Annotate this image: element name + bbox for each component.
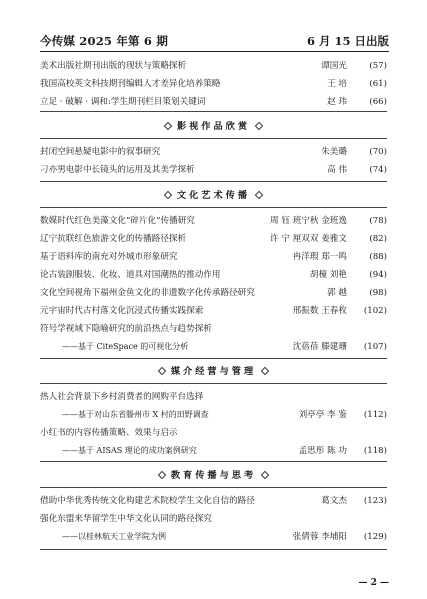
entry-page: (82) <box>369 234 387 244</box>
publication-date: 6 月 15 日出版 <box>306 34 389 48</box>
entry-page: (66) <box>369 97 387 107</box>
toc-entry[interactable] <box>40 302 387 320</box>
section-divider <box>40 358 387 359</box>
entry-author: 邢振数 王春枚 <box>292 306 347 316</box>
entry-subtitle: ——基于对山东省滕州市 X 村的田野调查 <box>62 410 209 419</box>
page-number: — 2 — <box>358 578 389 588</box>
section-heading-education: 教育传播与思考 <box>0 467 427 485</box>
toc-entry[interactable] <box>40 424 387 442</box>
toc-entry[interactable] <box>40 230 387 248</box>
toc-entry[interactable] <box>40 143 387 161</box>
toc-entry-subtitle[interactable] <box>40 528 387 546</box>
entry-title: 热人社会背景下乡村消费者的网购平台选择 <box>40 392 204 402</box>
entry-title: 立足 · 破解 · 调和:学生期刊栏目策划关键词 <box>40 97 206 107</box>
toc-entry[interactable] <box>40 266 387 284</box>
entry-author: 胡橦 刘艳 <box>309 270 347 280</box>
entry-title: 符号学视域下隐喻研究的前沿热点与趋势探析 <box>40 324 212 334</box>
entry-author: 孟思彤 陈 功 <box>298 446 347 456</box>
entry-author: 张倩蓉 李埔阳 <box>292 532 347 542</box>
section-divider <box>40 461 387 462</box>
entry-page: (61) <box>369 79 387 89</box>
entry-page: (118) <box>363 446 387 456</box>
section-divider <box>40 181 387 182</box>
entry-page: (57) <box>369 61 387 71</box>
entry-subtitle: ——基于 AISAS 理论的成功案例研究 <box>62 446 197 455</box>
toc-entry[interactable] <box>40 320 387 338</box>
toc-entry[interactable] <box>40 57 387 75</box>
toc-entry[interactable] <box>40 161 387 179</box>
toc-entry[interactable] <box>40 284 387 302</box>
entry-title: 小红书的内容传播策略、效果与启示 <box>40 428 178 438</box>
entry-author: 赵 玮 <box>327 97 347 107</box>
header-rule <box>40 51 389 52</box>
entry-page: (74) <box>369 165 387 175</box>
entry-title: 基于语料库的南充对外城市形象研究 <box>40 252 178 262</box>
entry-page: (70) <box>369 147 387 157</box>
section-divider <box>40 549 387 550</box>
entry-title: 数媒时代红色美藻文化“碎片化”传播研究 <box>40 216 195 226</box>
entry-page: (102) <box>363 306 387 316</box>
toc-entry[interactable] <box>40 75 387 93</box>
section-divider <box>40 207 387 208</box>
entry-title: 辽宁抗联红色旅游文化的传播路径探析 <box>40 234 187 244</box>
entry-title: 论古装剧服装、化妆、道具对国潮热的推动作用 <box>40 270 221 280</box>
entry-author: 谭国光 <box>321 61 347 71</box>
entry-author: 冉洋瑕 郑一鸣 <box>292 252 347 262</box>
toc-entry[interactable] <box>40 93 387 111</box>
entry-title: 我国高校英文科技期刊编辑人才差异化培养策略 <box>40 79 221 89</box>
toc-entry[interactable] <box>40 212 387 230</box>
toc-entry[interactable] <box>40 248 387 266</box>
section-heading-culture: 文化艺术传播 <box>0 187 427 205</box>
entry-author: 郭 越 <box>327 288 347 298</box>
page-header <box>40 27 389 53</box>
entry-author: 王 培 <box>327 79 347 89</box>
entry-author: 沈蓓蓓 滕建珊 <box>292 342 347 352</box>
section-divider <box>40 383 387 384</box>
toc-entry-subtitle[interactable] <box>40 338 387 356</box>
section-divider <box>40 138 387 139</box>
entry-title: 刁亦男电影中长镜头的运用及其美学探析 <box>40 165 195 175</box>
section-heading-film: 影视作品欣赏 <box>0 118 427 136</box>
entry-title: 文化空间视角下福州金鱼文化的非遗数字化传承路径研究 <box>40 288 255 298</box>
entry-page: (123) <box>363 496 387 506</box>
entry-page: (129) <box>363 532 387 542</box>
entry-subtitle: ——以桂林航天工业学院为例 <box>62 532 166 541</box>
section-divider <box>40 487 387 488</box>
entry-page: (94) <box>369 270 387 280</box>
entry-author: 葛文杰 <box>321 496 347 506</box>
toc-entry[interactable] <box>40 510 387 528</box>
entry-author: 许 宁 厘双双 姜雅文 <box>270 234 347 244</box>
toc-entry[interactable] <box>40 492 387 510</box>
entry-title: 借助中华优秀传统文化构建艺术院校学生文化自信的路径 <box>40 496 255 506</box>
entry-author: 高 伟 <box>327 165 347 175</box>
journal-issue: 今传媒 2025 年第 6 期 <box>40 34 169 48</box>
entry-page: (107) <box>363 342 387 352</box>
entry-page: (88) <box>369 252 387 262</box>
entry-page: (98) <box>369 288 387 298</box>
entry-subtitle: ——基于 CiteSpace 的可视化分析 <box>62 342 189 351</box>
section-divider <box>40 111 387 112</box>
entry-author: 刘亭亭 李 鉴 <box>298 410 347 420</box>
toc-entry-subtitle[interactable] <box>40 442 387 460</box>
section-heading-media: 媒介经营与管理 <box>0 363 427 381</box>
toc-entry-subtitle[interactable] <box>40 406 387 424</box>
entry-title: 强化东盟来华留学生中华文化认同的路径探究 <box>40 514 212 524</box>
entry-title: 美术出版社期刊出版的现状与策略探析 <box>40 61 187 71</box>
entry-page: (78) <box>369 216 387 226</box>
entry-page: (112) <box>363 410 387 420</box>
toc-entry[interactable] <box>40 388 387 406</box>
entry-title: 封闭空间悬疑电影中的叙事研究 <box>40 147 161 157</box>
entry-author: 朱美璐 <box>321 147 347 157</box>
entry-title: 元宇宙时代古村落文化沉浸式传播实践探索 <box>40 306 204 316</box>
entry-author: 周 钰 班宁秋 金班逸 <box>270 216 347 226</box>
